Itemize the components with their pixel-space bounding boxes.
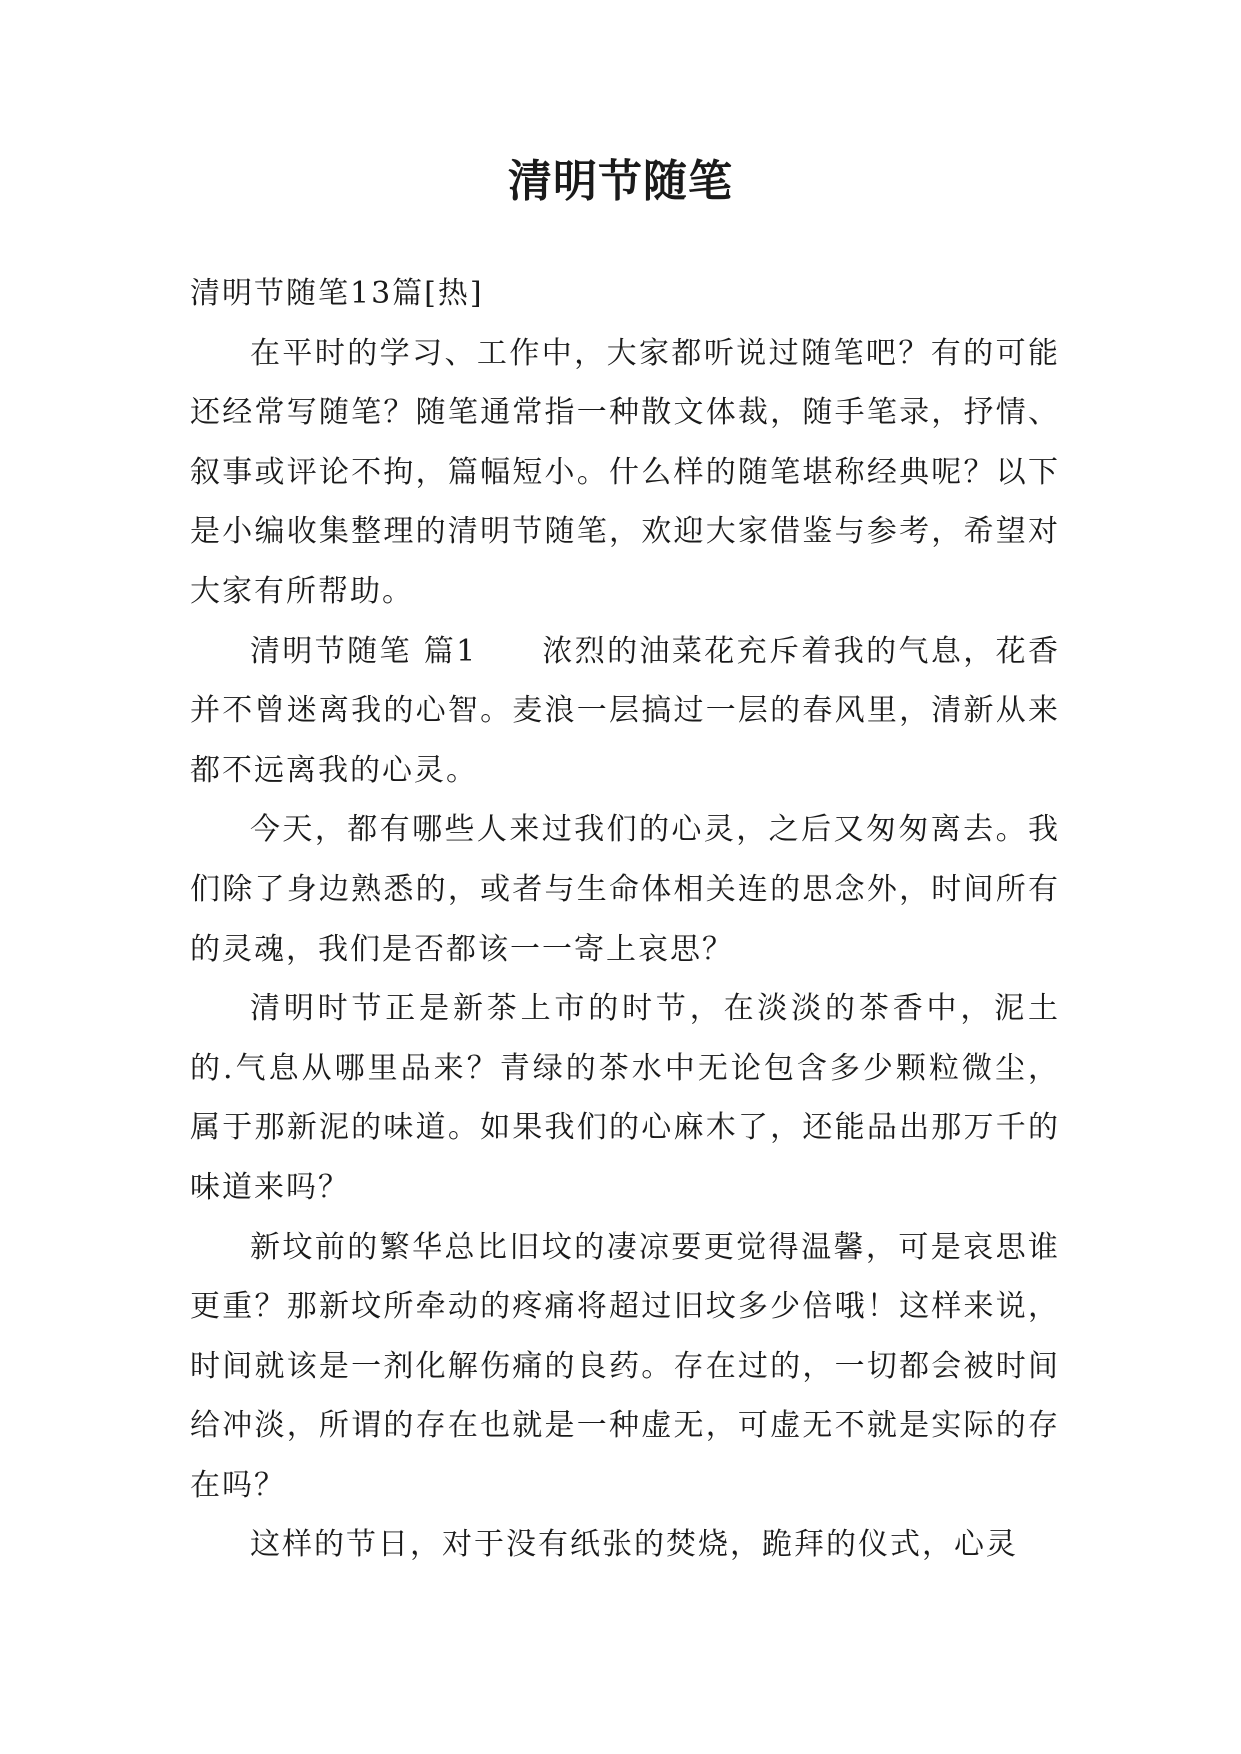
document-subtitle: 清明节随笔13篇[热] [190, 276, 484, 311]
paragraph-festival: 这样的节日，对于没有纸张的焚烧，跪拜的仪式，心灵 [250, 1527, 1018, 1563]
paragraph-today: 今天，都有哪些人来过我们的心灵，之后又匆匆离去。我们除了身边熟悉的，或者与生命体相关连的思念外，时间所有的灵魂，我们是否都该一一寄上哀思？ [190, 812, 1060, 967]
paragraph-intro: 在平时的学习、工作中，大家都听说过随笔吧？有的可能还经常写随笔？随笔通常指一种散文体裁，随手笔录，抒情、叙事或评论不拘，篇幅短小。什么样的随笔堪称经典呢？以下是小编收集整理的清明节随笔，欢迎大家借鉴与参考，希望对大家有所帮助。 [190, 335, 1060, 609]
document-body [190, 264, 1060, 1575]
paragraph-graves: 新坟前的繁华总比旧坟的凄凉要更觉得温馨，可是哀思谁更重？那新坟所牵动的疼痛将超过旧坟多少倍哦！这样来说，时间就该是一剂化解伤痛的良药。存在过的，一切都会被时间给冲淡，所谓的存在也就是一种虚无，可虚无不就是实际的存在吗？ [190, 1229, 1060, 1503]
document-title: 清明节随笔 [508, 156, 733, 207]
paragraph-tea: 清明时节正是新茶上市的时节，在淡淡的茶香中，泥土的.气息从哪里品来？青绿的茶水中无论包含多少颗粒微尘，属于那新泥的味道。如果我们的心麻木了，还能品出那万千的味道来吗？ [190, 991, 1060, 1205]
paragraph-essay-1-opening: 清明节随笔 篇1 浓烈的油菜花充斥着我的气息，花香并不曾迷离我的心智。麦浪一层搞过一层的春风里，清新从来都不远离我的心灵。 [190, 633, 1060, 788]
